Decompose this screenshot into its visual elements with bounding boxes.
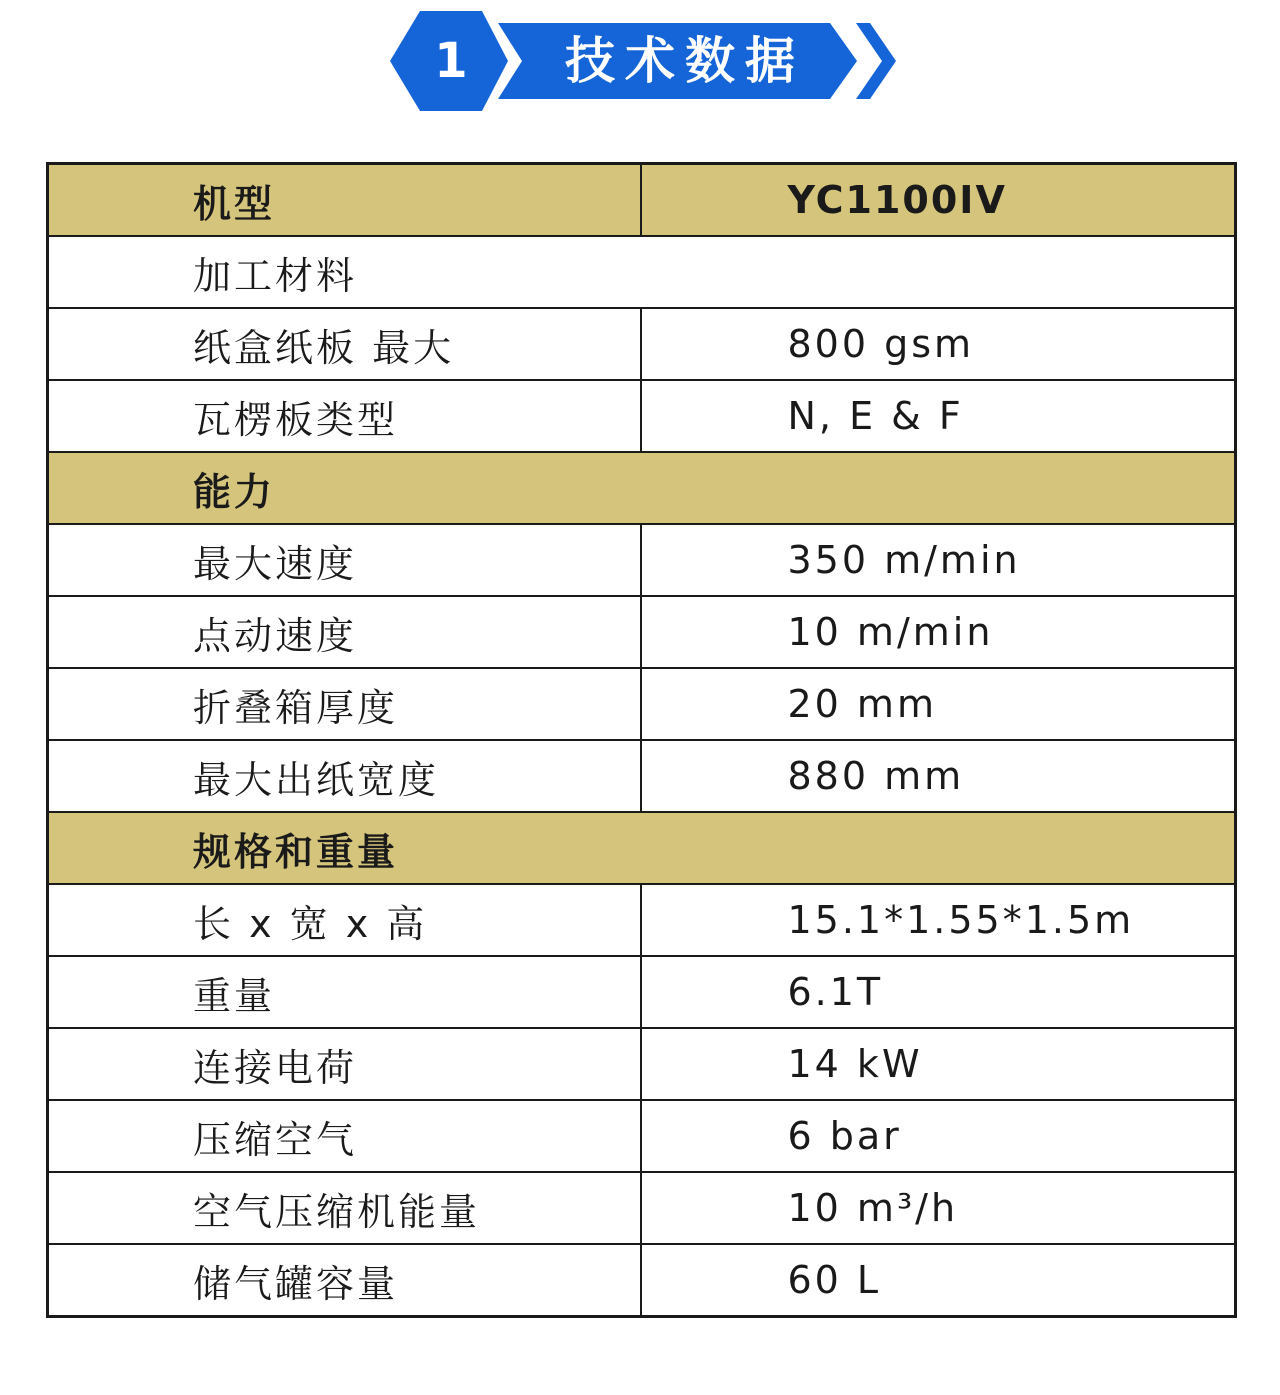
spec-value: 14 kW [641, 1028, 1236, 1100]
table-row [48, 1244, 1236, 1317]
spec-value: 10 m³/h [641, 1172, 1236, 1244]
header-label: 机型 [48, 164, 641, 237]
spec-label: 重量 [48, 956, 641, 1028]
table-row [48, 1100, 1236, 1172]
spec-value: 800 gsm [641, 308, 1236, 380]
spec-label: 连接电荷 [48, 1028, 641, 1100]
spec-label: 点动速度 [48, 596, 641, 668]
table-row [48, 1172, 1236, 1244]
spec-label: 最大速度 [48, 524, 641, 596]
spec-value: 6 bar [641, 1100, 1236, 1172]
section-label: 规格和重量 [48, 812, 1236, 884]
header-model: YC1100IV [641, 164, 1236, 237]
spec-label: 空气压缩机能量 [48, 1172, 641, 1244]
spec-value: N, E & F [641, 380, 1236, 452]
spec-label: 储气罐容量 [48, 1244, 641, 1317]
spec-value: 350 m/min [641, 524, 1236, 596]
section-row-capability [48, 452, 1236, 524]
table-row [48, 308, 1236, 380]
section-number: 1 [434, 33, 468, 89]
spec-label: 最大出纸宽度 [48, 740, 641, 812]
table-row [48, 956, 1236, 1028]
spec-value: 880 mm [641, 740, 1236, 812]
table-row [48, 668, 1236, 740]
table-row [48, 524, 1236, 596]
spec-label: 瓦楞板类型 [48, 380, 641, 452]
section-title: 技术数据 [565, 32, 805, 90]
spec-value: 60 L [641, 1244, 1236, 1317]
table-row [48, 596, 1236, 668]
table-header-row [48, 164, 1236, 237]
spec-value: 20 mm [641, 668, 1236, 740]
spec-label: 长 x 宽 x 高 [48, 884, 641, 956]
section-banner [390, 8, 902, 114]
table-row [48, 884, 1236, 956]
group-label: 加工材料 [48, 236, 1236, 308]
spec-value: 6.1T [641, 956, 1236, 1028]
spec-value: 15.1*1.55*1.5m [641, 884, 1236, 956]
spec-label: 压缩空气 [48, 1100, 641, 1172]
spec-table [46, 162, 1237, 1318]
section-row-dimensions [48, 812, 1236, 884]
group-row-materials [48, 236, 1236, 308]
spec-label: 纸盒纸板 最大 [48, 308, 641, 380]
spec-value: 10 m/min [641, 596, 1236, 668]
table-row [48, 740, 1236, 812]
spec-label: 折叠箱厚度 [48, 668, 641, 740]
section-label: 能力 [48, 452, 1236, 524]
table-row [48, 1028, 1236, 1100]
table-row [48, 380, 1236, 452]
